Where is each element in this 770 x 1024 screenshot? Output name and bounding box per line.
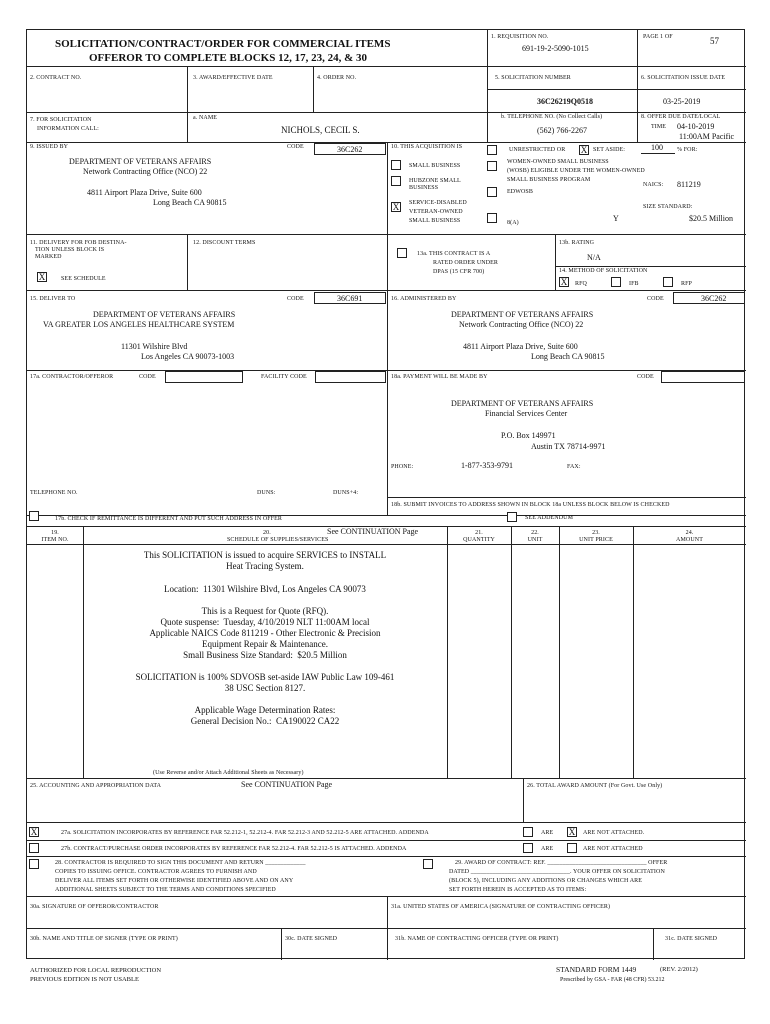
offer-due-label: 8. OFFER DUE DATE/LOCAL bbox=[641, 114, 721, 120]
info-call-label: 7. FOR SOLICITATION bbox=[30, 117, 92, 123]
naics-code: 811219 bbox=[677, 180, 701, 189]
see-addendum-checkbox[interactable] bbox=[507, 512, 517, 522]
remittance-checkbox[interactable] bbox=[29, 511, 39, 521]
contact-telephone: (562) 766-2267 bbox=[537, 126, 587, 135]
deliver-to-label: 15. DELIVER TO bbox=[30, 296, 76, 302]
issue-date-label: 6. SOLICITATION ISSUE DATE bbox=[641, 75, 726, 81]
rfp-checkbox[interactable] bbox=[663, 277, 673, 287]
reverse-note: (Use Reverse and/or Attach Additional Sheets as Necessary) bbox=[153, 770, 304, 776]
award-date-label: 3. AWARD/EFFECTIVE DATE bbox=[193, 75, 273, 81]
form-title-line1: SOLICITATION/CONTRACT/ORDER FOR COMMERCIAL ITEMS bbox=[55, 38, 391, 50]
page-label: PAGE 1 OF bbox=[643, 34, 673, 40]
payment-code-field[interactable] bbox=[661, 371, 745, 383]
edwosb-checkbox[interactable] bbox=[487, 187, 497, 197]
size-standard: $20.5 Million bbox=[689, 214, 734, 223]
27a-not-attached-checkbox[interactable]: X bbox=[568, 827, 576, 837]
solicitation-method-label: 14. METHOD OF SOLICITATION bbox=[559, 268, 648, 274]
deliver-to-code: 36C691 bbox=[337, 294, 363, 303]
order-no-label: 4. ORDER NO. bbox=[317, 75, 357, 81]
col-unit-price: UNIT PRICE bbox=[579, 537, 613, 543]
duns4-label: DUNS+4: bbox=[333, 490, 359, 496]
accounting-continuation-note: See CONTINUATION Page bbox=[241, 780, 333, 789]
page-total: 57 bbox=[710, 36, 719, 46]
schedule-continuation-note: See CONTINUATION Page bbox=[327, 527, 419, 536]
col-amount: AMOUNT bbox=[676, 537, 703, 543]
payment-fax-label: FAX: bbox=[567, 464, 581, 470]
footer-prescribed: Prescribed by GSA - FAR (48 CFR) 53.212 bbox=[560, 977, 665, 983]
contact-name: NICHOLS, CECIL S. bbox=[281, 125, 360, 135]
set-aside-percent: 100 bbox=[651, 143, 663, 152]
rating-value: N/A bbox=[587, 253, 601, 262]
27b-text: 27b. CONTRACT/PURCHASE ORDER INCORPORATES BY REFERENCE FAR 52.212-4. FAR 52.212-5 IS ATTACHED. ADDENDA bbox=[61, 846, 407, 852]
issued-by-label: 9. ISSUED BY bbox=[30, 144, 69, 150]
contracting-officer-name-label: 31b. NAME OF CONTRACTING OFFICER (TYPE OR PRINT) bbox=[395, 936, 559, 942]
solicitation-number: 36C26219Q0518 bbox=[537, 97, 593, 106]
27b-are-checkbox[interactable] bbox=[523, 843, 533, 853]
fob-label: 11. DELIVERY FOR FOB DESTINA- bbox=[30, 240, 127, 246]
footer-revision: (REV. 2/2012) bbox=[660, 966, 698, 973]
payment-phone-label: PHONE: bbox=[391, 464, 414, 470]
27a-text: 27a. SOLICITATION INCORPORATES BY REFERENCE FAR 52.212-1, 52.212-4. FAR 52.212-3 AND 52.212-5 ARE ATTACHED. ADDENDA bbox=[61, 830, 429, 836]
col-item-no: ITEM NO. bbox=[41, 537, 69, 543]
rating-label: 13b. RATING bbox=[559, 240, 595, 246]
payment-phone: 1-877-353-9791 bbox=[461, 461, 513, 470]
wosb-checkbox[interactable] bbox=[487, 161, 497, 171]
rated-order-label: 13a. THIS CONTRACT IS A bbox=[417, 251, 491, 257]
see-schedule-checkbox[interactable]: X bbox=[38, 272, 46, 282]
total-award-label: 26. TOTAL AWARD AMOUNT (For Govt. Use Only) bbox=[527, 783, 663, 789]
col-quantity: QUANTITY bbox=[463, 537, 495, 543]
administered-by-code: 36C262 bbox=[701, 294, 727, 303]
issued-by-line1: DEPARTMENT OF VETERANS AFFAIRS bbox=[69, 157, 212, 166]
offeror-signature-label: 30a. SIGNATURE OF OFFEROR/CONTRACTOR bbox=[30, 904, 159, 910]
contracting-officer-signature-label: 31a. UNITED STATES OF AMERICA (SIGNATURE OF CONTRACTING OFFICER) bbox=[391, 904, 611, 910]
eight-a-checkbox[interactable] bbox=[487, 213, 497, 223]
contractor-code-field[interactable] bbox=[165, 371, 243, 383]
27a-checkbox[interactable]: X bbox=[30, 827, 38, 837]
28-text: 28. CONTRACTOR IS REQUIRED TO SIGN THIS DOCUMENT AND RETURN _____________ bbox=[55, 860, 306, 866]
officer-date-label: 31c. DATE SIGNED bbox=[665, 936, 718, 942]
invoice-label: 18b. SUBMIT INVOICES TO ADDRESS SHOWN IN BLOCK 18a UNLESS BLOCK BELOW IS CHECKED bbox=[391, 502, 670, 508]
requisition-label: 1. REQUISITION NO. bbox=[491, 34, 549, 40]
col-unit: UNIT bbox=[527, 537, 543, 543]
issued-by-code: 36C262 bbox=[337, 145, 363, 154]
offer-due-time: 11:00AM Pacific bbox=[679, 132, 735, 141]
duns-label: DUNS: bbox=[257, 490, 276, 496]
rated-order-checkbox[interactable] bbox=[397, 248, 407, 258]
accounting-label: 25. ACCOUNTING AND APPROPRIATION DATA bbox=[30, 783, 162, 789]
small-business-checkbox[interactable] bbox=[391, 160, 401, 170]
unrestricted-checkbox[interactable] bbox=[487, 145, 497, 155]
payment-label: 18a. PAYMENT WILL BE MADE BY bbox=[391, 374, 488, 380]
issue-date: 03-25-2019 bbox=[663, 97, 701, 106]
offeror-date-label: 30c. DATE SIGNED bbox=[285, 936, 338, 942]
rfq-checkbox[interactable]: X bbox=[560, 277, 568, 287]
27b-checkbox[interactable] bbox=[29, 843, 39, 853]
contract-no-label: 2. CONTRACT NO. bbox=[30, 75, 82, 81]
payment-line1: DEPARTMENT OF VETERANS AFFAIRS bbox=[451, 399, 594, 408]
set-aside-checkbox[interactable]: X bbox=[580, 145, 588, 155]
remittance-label: 17b. CHECK IF REMITTANCE IS DIFFERENT AND PUT SUCH ADDRESS IN OFFER bbox=[55, 516, 283, 522]
telephone-label: b. TELEPHONE NO. (No Collect Calls) bbox=[501, 114, 603, 120]
hubzone-checkbox[interactable] bbox=[391, 176, 401, 186]
footer-reproduction: AUTHORIZED FOR LOCAL REPRODUCTION bbox=[30, 967, 162, 974]
requisition-number: 691-19-2-5090-1015 bbox=[522, 44, 589, 53]
facility-code-field[interactable] bbox=[315, 371, 386, 383]
contractor-telephone-label: TELEPHONE NO. bbox=[30, 490, 78, 496]
form-title-line2: OFFEROR TO COMPLETE BLOCKS 12, 17, 23, 24, & 30 bbox=[89, 52, 367, 64]
offer-due-date: 04-10-2019 bbox=[677, 122, 715, 131]
footer-form-number: STANDARD FORM 1449 bbox=[556, 965, 637, 974]
contractor-label: 17a. CONTRACTOR/OFFEROR bbox=[30, 374, 114, 380]
29-text: 29. AWARD OF CONTRACT: REF. ________________________________ OFFER bbox=[455, 860, 668, 866]
solicitation-form: SOLICITATION/CONTRACT/ORDER FOR COMMERCIAL ITEMS OFFEROR TO COMPLETE BLOCKS 12, 17, 23, 24, & 30 1. REQUISITION NO. 691-19-2-5090-1015 PAGE 1 OF 57 2. CONTRACT NO. 3. AWARD/EFFECTIVE DATE 4. ORDER NO. 5. SOLICITATION NUMBER 36C26219Q0518 6. SOLICITATION ISSUE DATE 03-25-2019 7. FOR SOLICITATION INFORMATION CALL: a. NAME NICHOLS, CECIL S. b. TELEPHONE NO. (No Collect Calls) (562) 766-2267 8. OFFER DUE DATE/LOCAL TIME 04-10-2019 11:00AM Pacific 9. ISSUED BY CODE 36C262 DEPARTMENT OF VETERANS AFFAIRS Network Contracting Office (NCO) 22 4811 Airport Plaza Drive, Suite 600 Long Beach CA 90815 10. THIS ACQUISITION IS UNRESTRICTED OR X SET ASIDE: 100 % FOR: SMALL BUSINESS HUBZONE SMALL BUSINESS X SERVICE-DISABLED VETERAN-OWNED SMALL BUSINESS WOMEN-OWNED SMALL BUSINESS (WOSB) ELIGIBLE UNDER THE WOMEN-OWNED SMALL BUSINESS PROGRAM EDWOSB 8(A) Y NAICS: 811219 SIZE STANDARD: $20.5 Million 11. DELIVERY FOR FOB DESTINA- TION UNLESS BLOCK IS MARKED X SEE SCHEDULE 12. DISCOUNT TERMS 13a. THIS CONTRACT IS A RATED ORDER UNDER DPAS (15 CFR 700) 13b. RATING N/A 14. METHOD OF SOLICITATION X RFQ IFB RFP 15. DELIVER TO CODE 36C691 DEPARTMENT OF VETERANS AFFAIRS VA GREATER LOS ANGELES HEALTHCARE SYSTEM 11301 Wilshire Blvd Los Angeles CA 90073-1003 16. ADMINISTERED BY CODE 36C262 DEPARTMENT OF VETERANS AFFAIRS Network Contracting Office (NCO) 22 4811 Airport Plaza Drive, Suite 600 Long Beach CA 90815 17a. CONTRACTOR/OFFEROR CODE FACILITY CODE TELEPHONE NO. DUNS: DUNS+4: 18a. PAYMENT WILL BE MADE BY CODE DEPARTMENT OF VETERANS AFFAIRS Financial Services Center P.O. Box 149971 Austin TX 78714-9971 PHONE: 1-877-353-9791 FAX: 17b. CHECK IF REMITTANCE IS DIFFERENT AND PUT SUCH ADDRESS IN OFFER 18b. SUBMIT INVOICES TO ADDRESS SHOWN IN BLOCK 18a UNLESS BLOCK BELOW IS CHECKED SEE ADDENDUM 19. ITEM NO. 20. SCHEDULE OF SUPPLIES/SERVICES See CONTINUATION Page 21. QUANTITY 22. UNIT 23. UNIT PRICE 24. AMOUNT This SOLICITATION is issued to acquire SERVICES to INSTALL Heat Tracing System. Location: 11301 Wilshire Blvd, Los Angeles CA 90073 This is a Request for Quote (RFQ). Quote suspense: Tuesday, 4/10/2019 NLT 11:00AM local Applicable NAICS Code 811219 - Other Electronic & Precision Equipment Repair & Maintenance. Small Business Size Standard: $20.5 Million SOLICITATION is 100% SDVOSB set-aside IAW Public Law 109-461 38 USC Section 8127. Applicable Wage Determination Rates: General Decision No.: CA190022 CA22 (Use Reverse and/or Attach Additional Sheets as Necessary) 25. ACCOUNTING AND APPROPRIATION DATA See CONTINUATION Page 26. TOTAL AWARD AMOUNT (For Govt. Use Only) X 27a. SOLICITATION INCORPORATES BY REFERENCE FAR 52.212-1, 52.212-4. FAR 52.212-3 AND 52.212-5 ARE ATTACHED. ADDENDA ARE X ARE NOT ATTACHED. 27b. CONTRACT/PURCHASE ORDER INCORPORATES BY REFERENCE FAR 52.212-4. FAR 52.212-5 IS ATTACHED. ADDENDA ARE ARE NOT ATTACHED 28. CONTRACTOR IS REQUIRED TO SIGN THIS DOCUMENT AND RETURN _____________ COPIES TO ISSUING OFFICE. CONTRACTOR AGREES TO FURNISH AND DELIVER ALL ITEMS SET FORTH OR OTHERWISE IDENTIFIED ABOVE AND ON ANY ADDITIONAL SHEETS SUBJECT TO THE TERMS AND CONDITIONS SPECIFIED 29. AWARD OF CONTRACT: REF. ________________________________ OFFER DATED ________________________________. YOUR OFFER ON SOLICITATION (BLOCK 5), INCLUDING ANY ADDITIONS OR CHANGES WHICH ARE SET FORTH HEREIN IS ACCEPTED AS TO ITEMS: 30a. SIGNATURE OF OFFEROR/CONTRACTOR 31a. UNITED STATES OF AMERICA (SIGNATURE OF CONTRACTING OFFICER) 30b. NAME AND TITLE OF SIGNER (TYPE OR PRINT) 30c. DATE SIGNED 31b. NAME OF CONTRACTING OFFICER (TYPE OR PRINT) 31c. DATE SIGNED bbox=[26, 29, 745, 959]
y-mark: Y bbox=[613, 214, 619, 223]
28-checkbox[interactable] bbox=[29, 859, 39, 869]
signer-name-label: 30b. NAME AND TITLE OF SIGNER (TYPE OR PRINT) bbox=[30, 936, 178, 942]
name-label: a. NAME bbox=[193, 115, 218, 121]
administered-by-line1: DEPARTMENT OF VETERANS AFFAIRS bbox=[451, 310, 594, 319]
ifb-checkbox[interactable] bbox=[611, 277, 621, 287]
27b-not-attached-checkbox[interactable] bbox=[567, 843, 577, 853]
col-schedule: SCHEDULE OF SUPPLIES/SERVICES bbox=[227, 537, 329, 543]
29-checkbox[interactable] bbox=[423, 859, 433, 869]
sdvosb-checkbox[interactable]: X bbox=[392, 202, 400, 212]
acquisition-label: 10. THIS ACQUISITION IS bbox=[391, 144, 463, 150]
administered-by-label: 16. ADMINISTERED BY bbox=[391, 296, 457, 302]
discount-terms-label: 12. DISCOUNT TERMS bbox=[193, 240, 256, 246]
solicitation-number-label: 5. SOLICITATION NUMBER bbox=[495, 75, 571, 81]
deliver-to-line1: DEPARTMENT OF VETERANS AFFAIRS bbox=[93, 310, 236, 319]
27a-are-checkbox[interactable] bbox=[523, 827, 533, 837]
